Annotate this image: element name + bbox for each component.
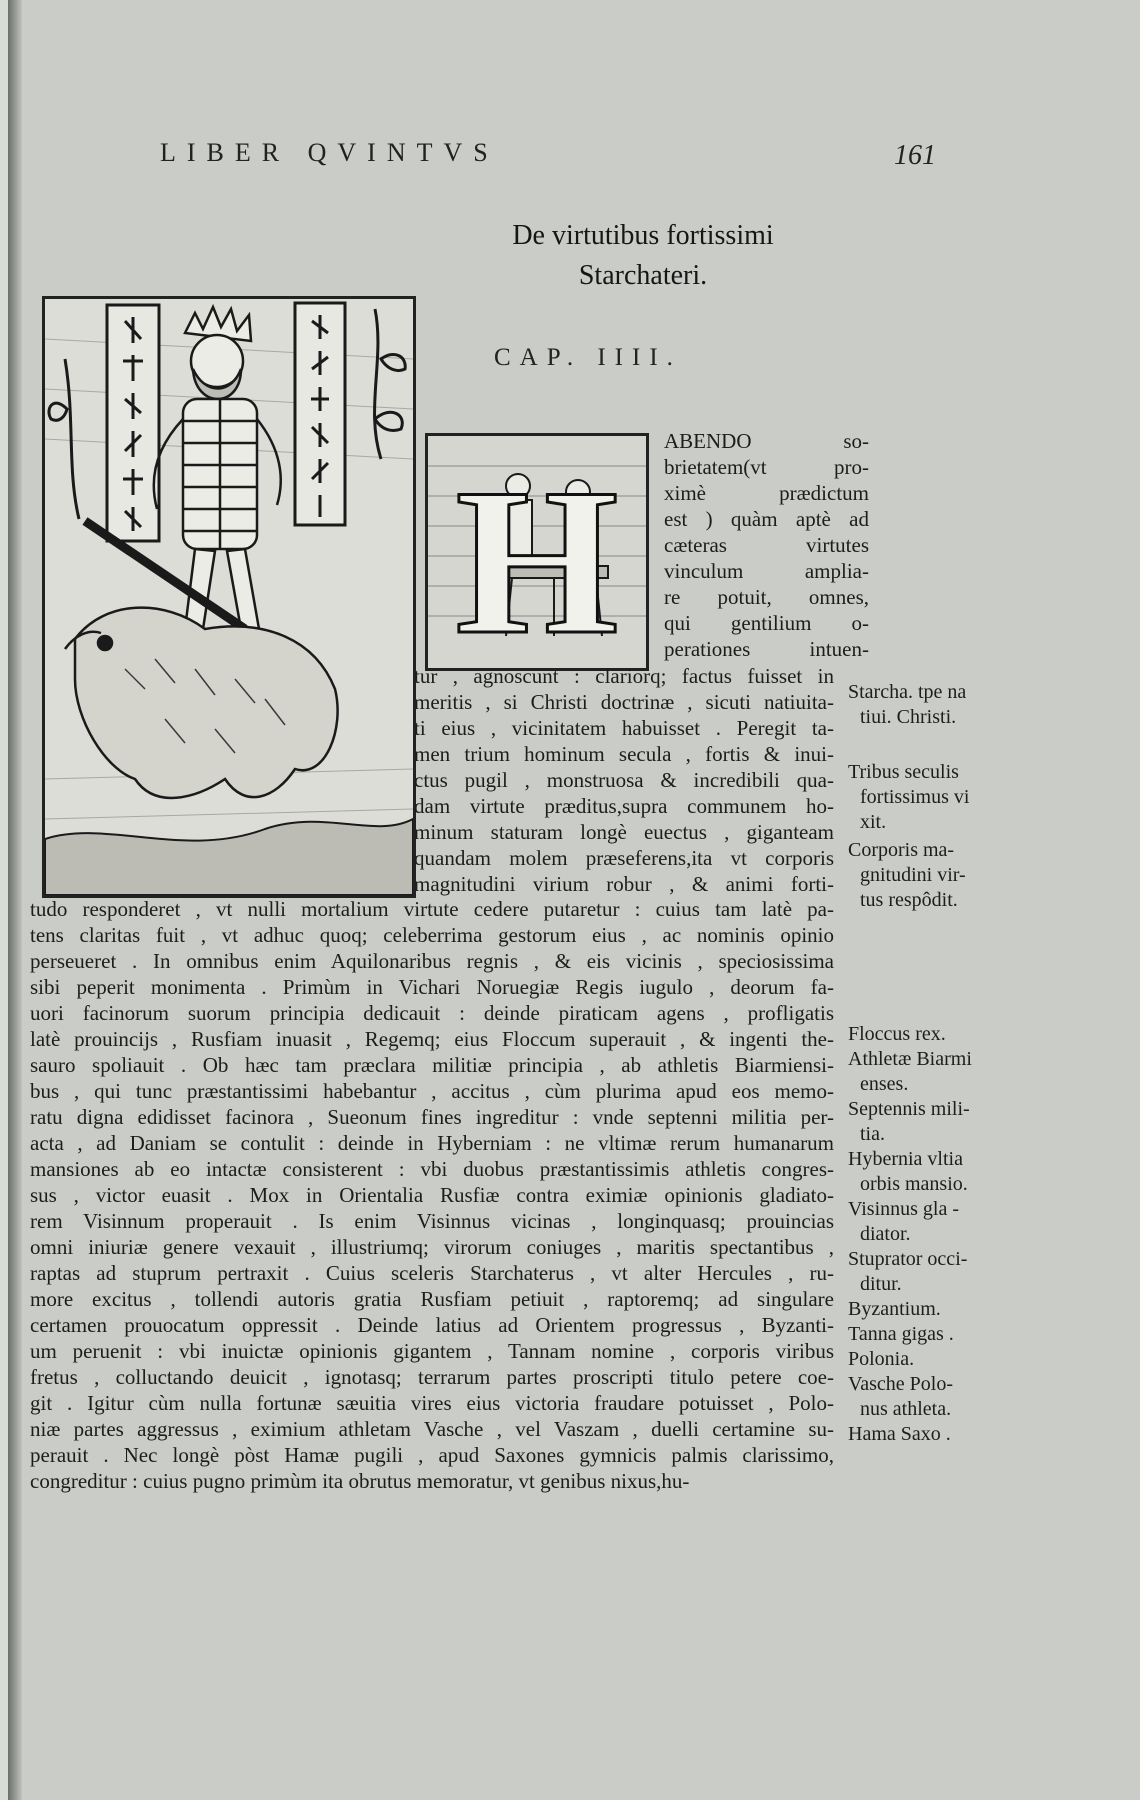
chapter-title-line: Starchateri.: [578, 260, 708, 291]
text-line: perauit . Nec longè pòst Hamæ pugili , apud Saxones gymnicis palmis clarissimo,: [30, 1443, 834, 1467]
marginal-line: Septennis mili-: [848, 1098, 970, 1120]
text-line: rem Visinnum properauit . Is enim Visinnus vicinas , longinquasq; prouincias: [30, 1209, 834, 1233]
text-line: perationes intuen-: [664, 637, 869, 661]
binding-edge: [8, 0, 22, 1800]
marginal-line: enses.: [860, 1073, 909, 1095]
book-page: [8, 0, 1140, 1800]
marginal-line: Stuprator occi-: [848, 1248, 968, 1270]
marginal-note: [848, 838, 966, 913]
marginal-line: Vasche Polo-: [848, 1373, 953, 1395]
text-line: magnitudini virium robur , & animi forti-: [414, 872, 834, 896]
woodcut-illustration: [42, 296, 416, 898]
text-line: dam virtute præditus,supra communem ho-: [414, 794, 834, 818]
marginal-line: Tribus seculis: [848, 761, 959, 783]
text-line: niæ partes aggressus , eximium athletam Vasche , vel Vaszam , duelli certamine su-: [30, 1417, 834, 1441]
initial-letter-icon: [428, 436, 646, 668]
text-line: re potuit, omnes,: [664, 585, 869, 609]
text-line: perseueret . In omnibus enim Aquilonaribus regnis , & eis vicinis , speciosissima: [30, 949, 834, 973]
marginal-line: Visinnus gla -: [848, 1198, 960, 1220]
text-line: sus , victor euasit . Mox in Orientalia Rusfiæ contra eximiæ opinionis gladiato-: [30, 1183, 834, 1207]
text-line: um peruenit : vbi inuictæ opinionis gigantem , Tannam nomine , corporis viribus: [30, 1339, 834, 1363]
text-line: git . Igitur cùm nulla fortunæ sæuitia vires eius victoria fraudare potuisset , Polo-: [30, 1391, 834, 1415]
marginal-line: Athletæ Biarmi: [848, 1048, 972, 1070]
chapter-title-line: De virtutibus fortissimi: [512, 220, 774, 251]
marginal-note: [848, 1022, 972, 1447]
text-line: ABENDO so-: [664, 429, 869, 453]
text-line: certamen prouocatum oppressit . Deinde latius ad Orientem progressus , Byzanti-: [30, 1313, 834, 1337]
text-line: congreditur : cuius pugno primùm ita obrutus memoratur, vt genibus nixus,hu-: [30, 1469, 690, 1493]
marginal-line: Corporis ma-: [848, 839, 955, 861]
text-line: brietatem(vt pro-: [664, 455, 869, 479]
marginal-note: [848, 760, 969, 835]
text-narrow-column: [664, 428, 869, 662]
running-head: LIBER QVINTVS: [160, 138, 499, 167]
marginal-line: Polonia.: [848, 1348, 915, 1370]
marginal-line: Hybernia vltia: [848, 1148, 963, 1170]
text-line: fretus , colluctando deuicit , ignotasq; terrarum partes proscripti titulo petere coe-: [30, 1365, 834, 1389]
text-line: tur , agnoscunt : clariorq; factus fuisset in: [414, 664, 834, 688]
chapter-number: CAP. IIII.: [494, 344, 682, 371]
text-line: est ) quàm aptè ad: [664, 507, 869, 531]
marginal-line: Starcha. tpe na: [848, 681, 967, 703]
text-line: ti eius , vicinitatem habuisset . Peregit ta-: [414, 716, 834, 740]
page-number: 161: [894, 140, 936, 171]
marginal-line: orbis mansio.: [860, 1173, 968, 1195]
marginal-line: Tanna gigas .: [848, 1323, 954, 1345]
text-line: men trium hominum secula , fortis & inui-: [414, 742, 834, 766]
text-mid-column: [414, 663, 834, 897]
text-line: omni iniuriæ genere vexauit , illustriumq; virorum coniuges , maritis spectantibus ,: [30, 1235, 834, 1259]
marginal-line: Byzantium.: [848, 1298, 941, 1320]
marginal-line: Hama Saxo .: [848, 1423, 951, 1445]
text-line: bus , qui tunc præstantissimi habebantur , accitus , cùm plurima apud eos memo-: [30, 1079, 834, 1103]
marginal-line: tia.: [860, 1123, 885, 1145]
text-line: vinculum amplia-: [664, 559, 869, 583]
text-line: mansiones ab eo intactæ consisterent : vbi duobus præstantissimis athletis congres-: [30, 1157, 834, 1181]
text-line: tudo responderet , vt nulli mortalium virtute cedere putaretur : cuius tam latè pa-: [30, 897, 834, 921]
text-line: uori facinorum suorum principia dedicauit : deinde piraticam agens , profligatis: [30, 1001, 834, 1025]
marginal-line: xit.: [860, 811, 887, 833]
text-line: cæteras virtutes: [664, 533, 869, 557]
text-line: ctus pugil , monstruosa & incredibili qua-: [414, 768, 834, 792]
text-line: ratu digna edidisset facinora , Sueonum fines ingreditur : vnde septenni militia per-: [30, 1105, 834, 1129]
text-full-column: [30, 896, 834, 1494]
text-line: tens claritas fuit , vt adhuc quoq; celeberrima gestorum eius , ac nominis opinio: [30, 923, 834, 947]
text-line: ximè prædictum: [664, 481, 869, 505]
marginal-note: [848, 680, 966, 730]
woodcut-figure-icon: [45, 299, 413, 895]
text-line: raptas ad stuprum pertraxit . Cuius sceleris Starchaterus , vt alter Hercules , ru-: [30, 1261, 834, 1285]
text-line: acta , ad Daniam se contulit : deinde in Hyberniam : ne vltimæ rerum humanarum: [30, 1131, 834, 1155]
marginal-line: tus respôdit.: [860, 889, 958, 911]
marginal-line: tiui. Christi.: [860, 706, 957, 728]
marginal-line: Floccus rex.: [848, 1023, 946, 1045]
text-line: latè prouincijs , Rusfiam inuasit , Regemq; eius Floccum superauit , & ingenti the-: [30, 1027, 834, 1051]
text-line: quandam molem præseferens,ita vt corporis: [414, 846, 834, 870]
marginal-line: fortissimus vi: [860, 786, 970, 808]
marginal-line: nus athleta.: [860, 1398, 952, 1420]
chapter-title: [448, 216, 838, 296]
initial-letter: H: [455, 446, 619, 668]
drop-initial: [425, 433, 649, 671]
text-line: sauro spoliauit . Ob hæc tam præclara militiæ principia , ab athletis Biarmiensi-: [30, 1053, 834, 1077]
text-line: meritis , si Christi doctrinæ , sicuti natiuita-: [414, 690, 834, 714]
text-line: minum staturam longè euectus , giganteam: [414, 820, 834, 844]
marginal-line: gnitudini vir-: [860, 864, 966, 886]
marginal-line: ditur.: [860, 1273, 902, 1295]
text-line: more excitus , tollendi autoris gratia Rusfiam petiuit , raptoremq; ad singulare: [30, 1287, 834, 1311]
text-line: qui gentilium o-: [664, 611, 869, 635]
text-line: sibi peperit monimenta . Primùm in Vichari Noruegiæ Regis iugulo , deorum fa-: [30, 975, 834, 999]
marginal-line: diator.: [860, 1223, 911, 1245]
